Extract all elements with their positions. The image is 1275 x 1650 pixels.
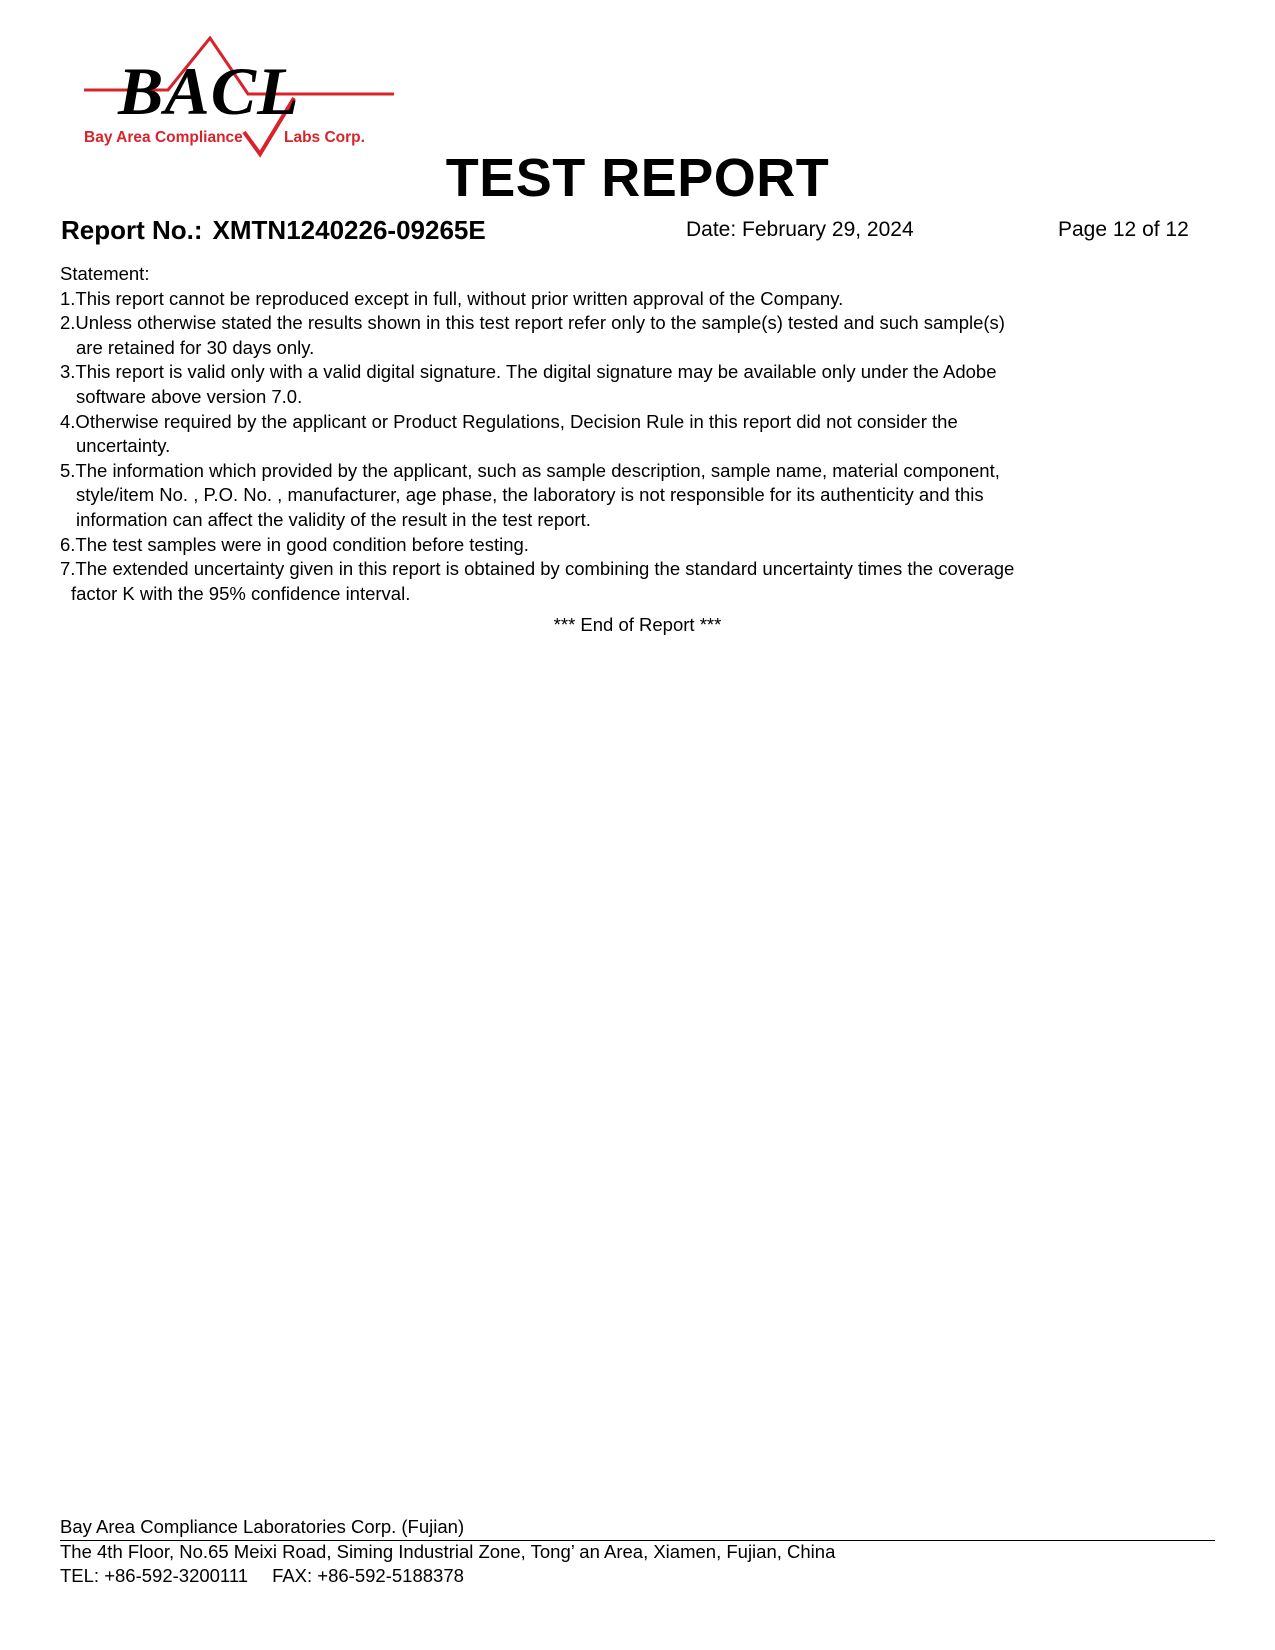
report-number-label: Report No.: — [61, 215, 203, 245]
statement-line: uncertainty. — [76, 435, 171, 457]
report-date: Date: February 29, 2024 — [686, 218, 914, 241]
statement-item — [60, 360, 1180, 409]
statement-line: 6.The test samples were in good condition before testing. — [60, 533, 529, 555]
statement-line: information can affect the validity of the result in the test report. — [76, 508, 591, 530]
footer-contact — [60, 1564, 835, 1589]
page-number: Page 12 of 12 — [1058, 218, 1189, 241]
statement-line: 2.Unless otherwise stated the results shown in this test report refer only to the sample(s) tested and such sample(s) — [60, 312, 1005, 334]
statement-line: 7.The extended uncertainty given in this report is obtained by combining the standard uncertainty times the coverage — [60, 558, 1015, 580]
statement-section — [60, 262, 1180, 606]
statement-line: 4.Otherwise required by the applicant or Product Regulations, Decision Rule in this report did not consider the — [60, 410, 958, 432]
statement-line: 1.This report cannot be reproduced except in full, without prior written approval of the Company. — [60, 287, 844, 309]
statement-line: are retained for 30 days only. — [76, 336, 315, 358]
svg-text:BACL: BACL — [118, 53, 300, 129]
report-number — [61, 214, 486, 246]
footer-company: Bay Area Compliance Laboratories Corp. (Fujian) — [60, 1516, 465, 1537]
statement-item — [60, 410, 1180, 459]
statement-line: software above version 7.0. — [76, 385, 303, 407]
footer-address: The 4th Floor, No.65 Meixi Road, Siming Industrial Zone, Tong’ an Area, Xiamen, Fujian, China — [60, 1540, 836, 1562]
statement-item — [60, 533, 1180, 558]
footer — [60, 1515, 835, 1589]
footer-tel: TEL: +86-592-3200111 — [60, 1565, 249, 1586]
statement-heading: Statement: — [60, 263, 150, 284]
end-of-report: *** End of Report *** — [553, 614, 722, 635]
statement-line: 5.The information which provided by the applicant, such as sample description, sample name, material component, — [60, 459, 1000, 481]
statement-line: factor K with the 95% confidence interval. — [71, 582, 411, 604]
svg-text:Labs Corp.: Labs Corp. — [284, 129, 365, 146]
statement-line: style/item No. , P.O. No. , manufacturer, age phase, the laboratory is not responsible for its authenticity and this — [76, 484, 984, 506]
report-title: TEST REPORT — [445, 148, 830, 208]
statement-item — [60, 459, 1180, 533]
footer-fax: FAX: +86-592-5188378 — [272, 1565, 464, 1586]
statement-item — [60, 311, 1180, 360]
bacl-logo — [84, 36, 394, 162]
statement-item — [60, 557, 1180, 606]
statement-item — [60, 287, 1180, 312]
report-number-value: XMTN1240226-09265E — [212, 215, 486, 245]
svg-text:Bay Area Compliance: Bay Area Compliance — [84, 129, 243, 146]
bacl-logo-graphic — [84, 36, 394, 162]
statement-line: 3.This report is valid only with a valid digital signature. The digital signature may be available only under the Adobe — [60, 361, 997, 383]
